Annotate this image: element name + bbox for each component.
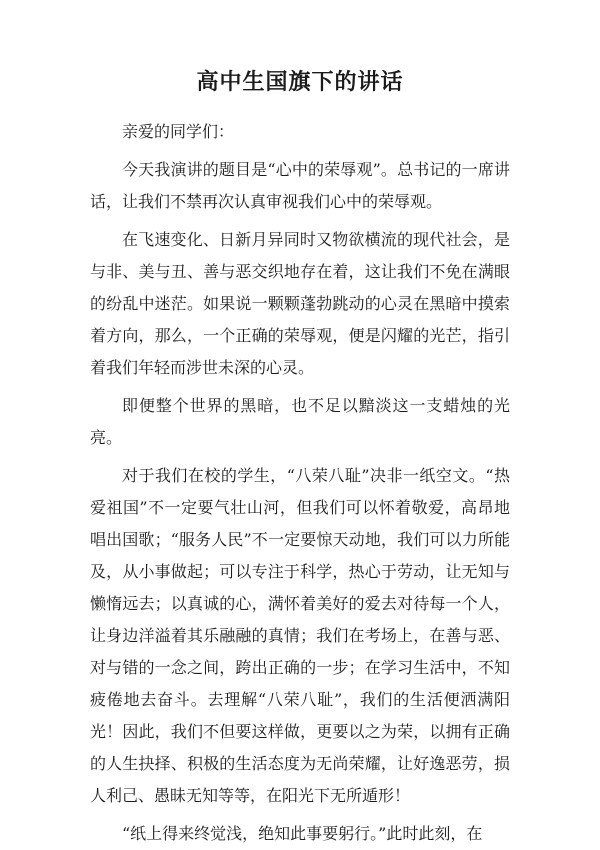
body-paragraph-3: 即便整个世界的黑暗，也不足以黯淡这一支蜡烛的光亮。 xyxy=(90,396,510,447)
body-paragraph-4: 对于我们在校的学生，“八荣八耻”决非一纸空文。“热爱祖国”不一定要气壮山河，但我们可以怀着敬爱，高昂地唱出国歌；“服务人民”不一定要惊天动地，我们可以力所能及，从小事做起；可以专注于科学，热心于劳动，让无知与懒惰远去；以真诚的心，满怀着美好的爱去对待每一个人，让身边洋溢着其乐融融的真情；我们在考场上，在善与恶、对与错的一念之间，跨出正确的一步；在学习生活中，不知疲倦地去奋斗。去理解“八荣八耻”，我们的生活便洒满阳光！因此，我们不但要这样做，更要以之为荣，以拥有正确的人生抉择、积极的生活态度为无尚荣耀，让好逸恶劳，损人利己、愚昧无知等等，在阳光下无所遁形！ xyxy=(90,466,510,805)
body-paragraph-1: 今天我演讲的题目是“心中的荣辱观”。总书记的一席讲话，让我们不禁再次认真审视我们心中的荣辱观。 xyxy=(90,160,510,211)
body-paragraph-5: “纸上得来终觉浅，绝知此事要躬行。”此时此刻，在 xyxy=(122,824,483,843)
greeting-paragraph: 亲爱的同学们： xyxy=(122,122,235,141)
body-paragraph-2: 在飞速变化、日新月异同时又物欲横流的现代社会，是与非、美与丑、善与恶交织地存在着，这让我们不免在满眼的纷乱中迷茫。如果说一颗颗蓬勃跳动的心灵在黑暗中摸索着方向，那么，一个正确的荣辱观，便是闪耀的光芒，指引着我们年轻而涉世未深的心灵。 xyxy=(90,230,510,377)
document-title: 高中生国旗下的讲话 xyxy=(196,69,404,95)
